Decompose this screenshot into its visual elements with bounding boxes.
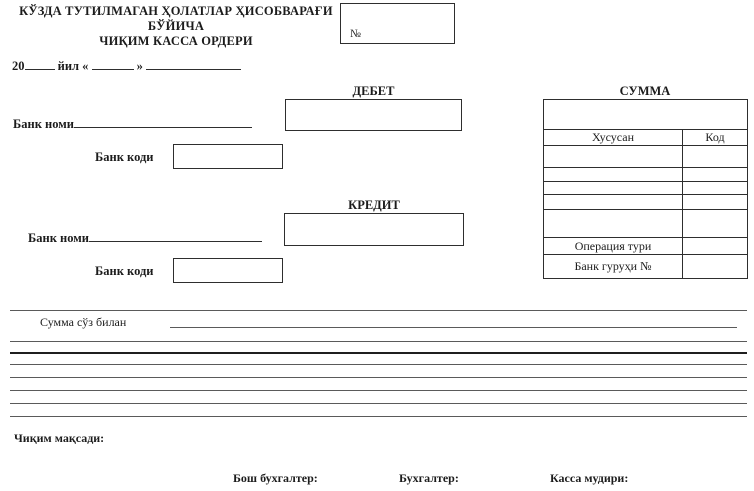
sum-in-words-label: Сумма сўз билан [40,315,127,329]
summa-empty-cell[interactable] [683,210,748,238]
date-day-blank[interactable] [92,56,134,70]
form-title-line1: КЎЗДА ТУТИЛМАГАН ҲОЛАТЛАР ҲИСОБВАРАҒИ [19,4,333,18]
summa-empty-row [544,182,748,195]
credit-section-label: КРЕДИТ [348,198,400,212]
debit-bank-name-row [13,114,252,132]
summa-empty-row [544,168,748,182]
writing-line[interactable] [10,416,747,417]
summa-empty-cell[interactable] [544,168,683,182]
date-line [12,56,241,74]
debit-bank-code-label: Банк коди [95,150,154,164]
purpose-label: Чиқим мақсади: [14,431,105,445]
cashier-label: Касса мудири: [550,471,629,485]
form-title [6,4,346,48]
credit-bank-name-label: Банк номи [28,231,89,245]
summa-table [543,99,748,279]
accountant-label: Бухгалтер: [399,471,459,485]
date-quote-open: « [82,59,89,73]
summa-empty-cell[interactable] [544,146,683,168]
summa-empty-row [544,146,748,168]
writing-line[interactable] [10,352,747,354]
credit-bank-code-label: Банк коди [95,264,154,278]
bank-group-label: Банк гуруҳи № [544,255,683,279]
debit-bank-name-label: Банк номи [13,117,74,131]
summa-empty-row [544,195,748,210]
bank-group-value-cell[interactable] [683,255,748,279]
debit-bank-name-line[interactable] [74,114,252,128]
form-title-line2: БЎЙИЧА [147,18,205,33]
writing-line[interactable] [10,390,747,391]
date-quote-close: » [136,59,143,73]
summa-empty-cell[interactable] [683,195,748,210]
writing-line[interactable] [10,403,747,404]
chief-accountant-label: Бош бухгалтер: [233,471,318,485]
summa-empty-cell[interactable] [544,195,683,210]
writing-line[interactable] [10,310,747,311]
summa-header-row [544,130,748,146]
summa-amount-cell[interactable] [544,100,748,130]
summa-amount-row [544,100,748,130]
summa-empty-cell[interactable] [544,210,683,238]
date-year-blank[interactable] [25,56,55,70]
summa-section-label: СУММА [619,84,671,98]
order-number-box[interactable] [340,3,455,44]
debit-bank-code-box[interactable] [173,144,283,169]
credit-bank-name-row [28,228,262,246]
summa-empty-cell[interactable] [683,182,748,195]
debit-section-label: ДЕБЕТ [352,84,395,98]
summa-empty-row [544,210,748,238]
date-year-word: йил [57,59,80,73]
credit-bank-name-line[interactable] [89,228,262,242]
order-number-label: № [350,28,361,40]
summa-col-header-2: Код [683,130,748,146]
writing-line[interactable] [10,341,747,342]
sum-in-words-line[interactable] [170,327,737,328]
bank-group-row [544,255,748,279]
operation-type-label: Операция тури [544,238,683,255]
summa-empty-cell[interactable] [683,146,748,168]
date-extra-blank[interactable] [146,56,241,70]
credit-account-box[interactable] [284,213,464,246]
credit-bank-code-box[interactable] [173,258,283,283]
writing-line[interactable] [10,364,747,365]
summa-empty-cell[interactable] [544,182,683,195]
form-title-line3: ЧИҚИМ КАССА ОРДЕРИ [99,33,253,48]
operation-type-value-cell[interactable] [683,238,748,255]
date-year-prefix: 20 [12,59,25,73]
operation-type-row [544,238,748,255]
summa-col-header-1: Хусусан [544,130,683,146]
summa-empty-cell[interactable] [683,168,748,182]
debit-account-box[interactable] [285,99,462,131]
writing-line[interactable] [10,377,747,378]
summa-table-wrap [543,99,748,279]
